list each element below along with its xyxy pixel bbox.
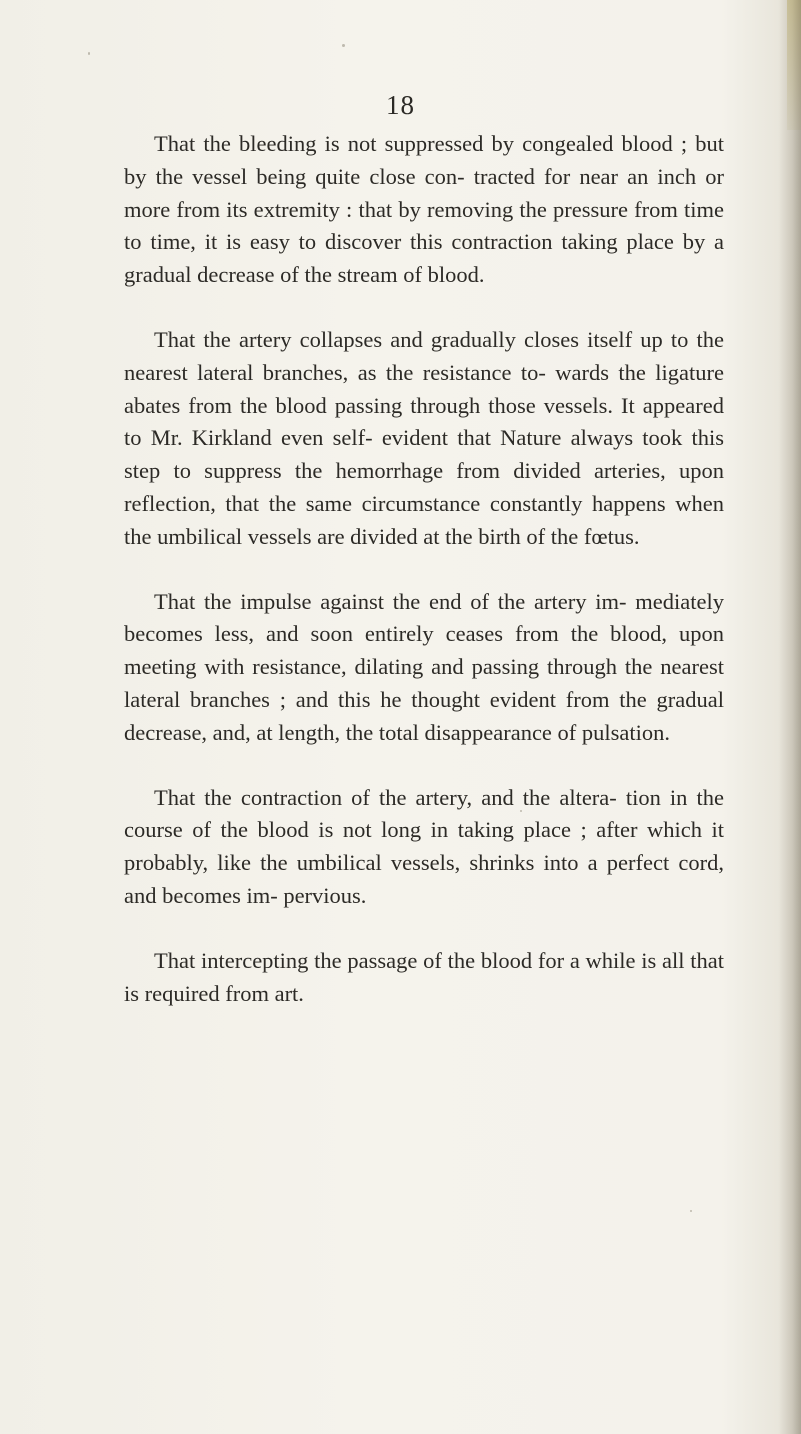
- paragraph-2: That the artery collapses and gradually closes itself up to the nearest lateral branches, as the resistance to- wards the ligature abates from the blood passing through those vessels. It appeared to Mr. Kirkland even self- evident that Nature always took this step to suppress the hemorrhage from divided arteries, upon reflection, that the same circumstance constantly happens when the umbilical vessels are divided at the birth of the fœtus.: [124, 326, 724, 549]
- paragraph-4: That the contraction of the artery, and the altera- tion in the course of the blood is not long in taking place ; after which it probably, like the umbilical vessels, shrinks into a perfect cord, and becomes im- pervious.: [124, 784, 724, 908]
- body-text: [124, 128, 724, 1010]
- paragraph-1: That the bleeding is not suppressed by congealed blood ; but by the vessel being quite close con- tracted for near an inch or more from its extremity : that by removing the pressure from time to time, it is easy to discover this contraction taking place by a gradual decrease of the stream of blood.: [124, 131, 724, 288]
- page-number: 18: [386, 90, 415, 120]
- paragraph-5: That intercepting the passage of the blood for a while is all that is required from art.: [124, 947, 724, 1006]
- page-edge-shadow: [779, 0, 801, 1434]
- paragraph-3: That the impulse against the end of the artery im- mediately becomes less, and soon entirely ceases from the blood, upon meeting with resistance, dilating and passing through the nearest lateral branches ; and this he thought evident from the gradual decrease, and, at length, the total disappearance of pulsation.: [124, 588, 724, 745]
- paper-speck: [342, 44, 345, 47]
- paper-speck: [88, 52, 90, 55]
- paper-speck: [520, 810, 522, 812]
- paper-speck: [690, 1210, 692, 1212]
